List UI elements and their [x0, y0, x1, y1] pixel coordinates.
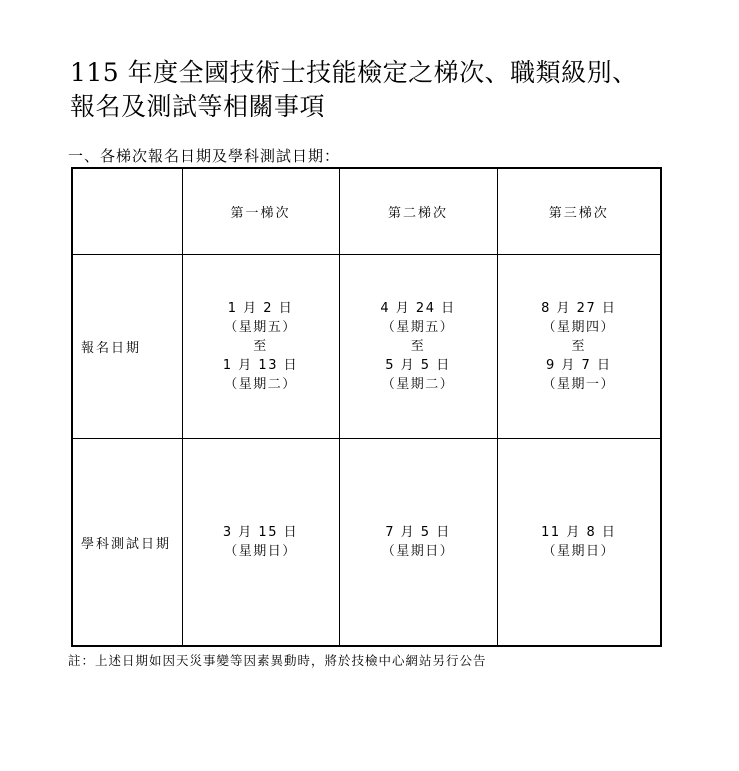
weekday-line: （星期日） — [224, 544, 297, 559]
footnote: 註：上述日期如因天災事變等因素異動時，將於技檢中心網站另行公告 — [68, 653, 487, 668]
title-line-1: 115 年度全國技術士技能檢定之梯次、職類級別、 — [70, 58, 638, 87]
table-row — [72, 255, 661, 439]
weekday-line: （星期二） — [224, 377, 297, 392]
weekday-line: （星期一） — [542, 377, 615, 392]
column-header: 第二梯次 — [339, 168, 497, 255]
date-line: 5 月 5 日 — [385, 358, 451, 373]
column-header: 第三梯次 — [497, 168, 661, 255]
to-line: 至 — [571, 339, 586, 354]
table-row — [72, 439, 661, 647]
title-line-2: 報名及測試等相關事項 — [70, 92, 326, 121]
table-cell — [497, 439, 661, 647]
date-line: 1 月 13 日 — [222, 358, 299, 373]
date-line: 4 月 24 日 — [380, 301, 456, 316]
weekday-line: （星期日） — [542, 544, 615, 559]
to-line: 至 — [253, 339, 268, 354]
document-title — [70, 56, 710, 124]
date-line: 7 月 5 日 — [385, 525, 451, 540]
row-label: 學科測試日期 — [72, 439, 182, 647]
table-cell — [497, 255, 661, 439]
weekday-line: （星期五） — [224, 320, 297, 335]
column-header: 第一梯次 — [182, 168, 339, 255]
table-header-row — [72, 168, 661, 255]
to-line: 至 — [410, 339, 426, 354]
date-line: 11 月 8 日 — [541, 525, 617, 540]
date-line: 8 月 27 日 — [541, 301, 617, 316]
weekday-line: （星期四） — [542, 320, 615, 335]
table-cell — [339, 255, 497, 439]
corner-cell — [72, 168, 182, 255]
date-line: 1 月 2 日 — [227, 301, 294, 316]
weekday-line: （星期五） — [381, 320, 455, 335]
table-cell — [182, 439, 339, 647]
date-line: 3 月 15 日 — [222, 525, 299, 540]
weekday-line: （星期二） — [381, 377, 455, 392]
table-cell — [182, 255, 339, 439]
weekday-line: （星期日） — [381, 544, 455, 559]
date-line: 9 月 7 日 — [546, 358, 612, 373]
row-label: 報名日期 — [72, 255, 182, 439]
section-heading: 一、各梯次報名日期及學科測試日期： — [68, 147, 341, 165]
schedule-table — [71, 167, 662, 647]
table-cell — [339, 439, 497, 647]
